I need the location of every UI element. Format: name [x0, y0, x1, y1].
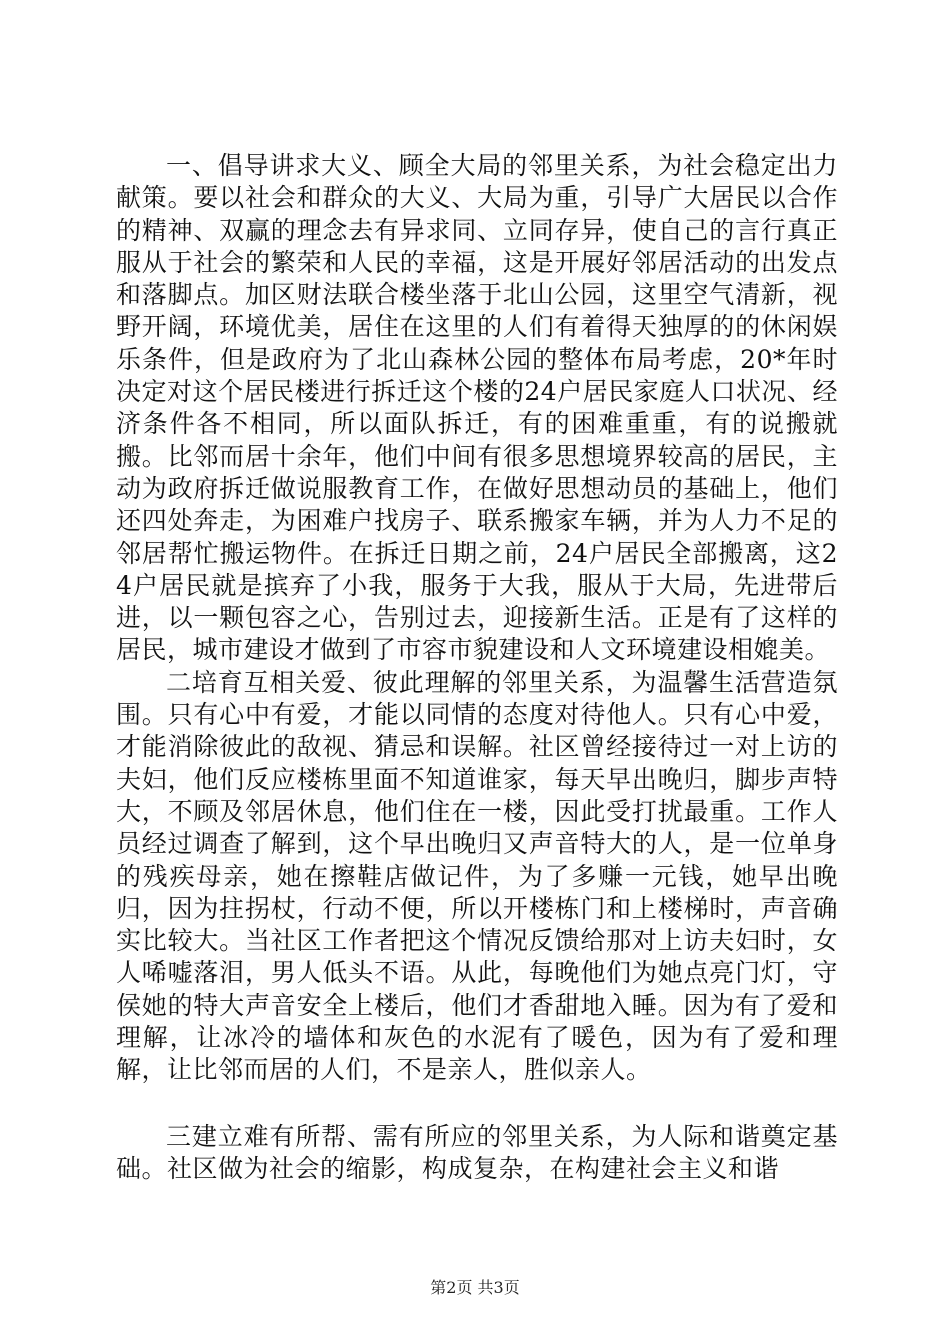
paragraph-1: 一、倡导讲求大义、顾全大局的邻里关系，为社会稳定出力献策。要以社会和群众的大义、大局为重，引导广大居民以合作的精神、双赢的理念去有异求同、立同存异，使自己的言行真正服从于社会的繁荣和人民的幸福，这是开展好邻居活动的出发点和落脚点。加区财法联合楼坐落于北山公园，这里空气清新，视野开阔，环境优美，居住在这里的人们有着得天独厚的的休闲娱乐条件，但是政府为了北山森林公园的整体布局考虑，20*年时决定对这个居民楼进行拆迁这个楼的24户居民家庭人口状况、经济条件各不相同，所以面队拆迁，有的困难重重，有的说搬就搬。比邻而居十余年，他们中间有很多思想境界较高的居民，主动为政府拆迁做说服教育工作，在做好思想动员的基础上，他们还四处奔走，为困难户找房子、联系搬家车辆，并为人力不足的邻居帮忙搬运物件。在拆迁日期之前，24户居民全部搬离，这24户居民就是摈弃了小我，服务于大我，服从于大局，先进带后进，以一颗包容之心，告别过去，迎接新生活。正是有了这样的居民，城市建设才做到了市容市貌建设和人文环境建设相媲美。: [116, 151, 838, 665]
paragraph-2: 二培育互相关爱、彼此理解的邻里关系，为温馨生活营造氛围。只有心中有爱，才能以同情的态度对待他人。只有心中爱，才能消除彼此的敌视、猜忌和误解。社区曾经接待过一对上访的夫妇，他们反应楼栋里面不知道谁家，每天早出晚归，脚步声特大，不顾及邻居休息，他们住在一楼，因此受打扰最重。工作人员经过调查了解到，这个早出晚归又声音特大的人，是一位单身的残疾母亲，她在擦鞋店做记件，为了多赚一元钱，她早出晚归，因为拄拐杖，行动不便，所以开楼栋门和上楼梯时，声音确实比较大。当社区工作者把这个情况反馈给那对上访夫妇时，女人唏嘘落泪，男人低头不语。从此，每晚他们为她点亮门灯，守侯她的特大声音安全上楼后，他们才香甜地入睡。因为有了爱和理解，让冰冷的墙体和灰色的水泥有了暖色，因为有了爱和理解，让比邻而居的人们，不是亲人，胜似亲人。: [116, 667, 838, 1085]
document-body: [116, 150, 838, 1185]
paragraph-3: 三建立难有所帮、需有所应的邻里关系，为人际和谐奠定基础。社区做为社会的缩影，构成复杂，在构建社会主义和谐: [116, 1121, 838, 1183]
page-number-footer: 第2页 共3页: [430, 1278, 520, 1297]
